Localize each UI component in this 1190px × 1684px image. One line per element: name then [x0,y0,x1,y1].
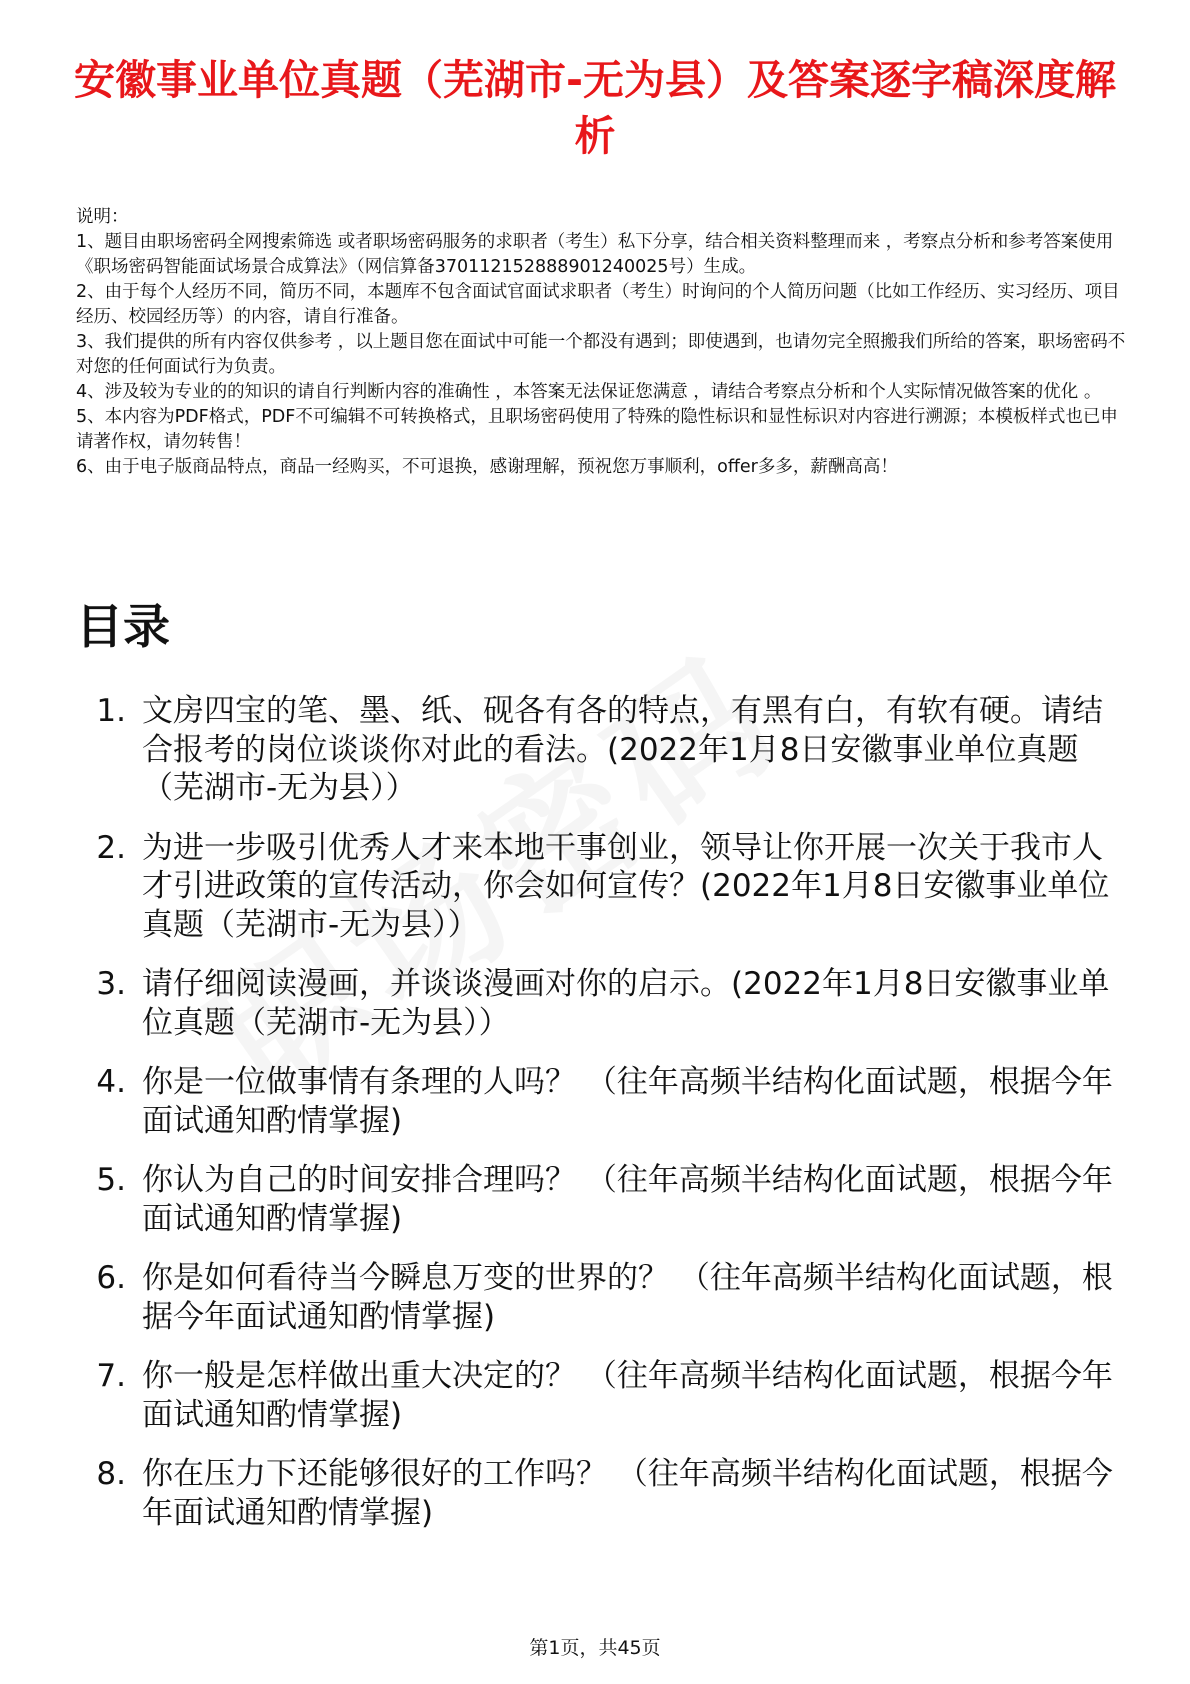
toc-list [76,692,1116,1553]
document-title: 安徽事业单位真题（芜湖市-无为县）及答案逐字稿深度解析 [73,56,1116,160]
toc-item-text: 请仔细阅读漫画，并谈谈漫画对你的启示。(2022年1月8日安徽事业单位真题（芜湖市-无为县）） [142,966,1110,1041]
toc-item[interactable] [76,829,1116,945]
note-item: 4、涉及较为专业的的知识的请自行判断内容的准确性 ，本答案无法保证您满意 ，请结合考察点分析和个人实际情况做答案的优化 。 [76,382,1102,402]
page-footer: 第1页，共45页 [529,1637,661,1659]
toc-item-number: 1. [96,693,126,729]
toc-item-number: 4. [96,1064,126,1100]
toc-item[interactable] [76,692,1116,808]
notes-section [76,205,1126,480]
toc-item[interactable] [76,1063,1116,1140]
note-item: 6、由于电子版商品特点，商品一经购买，不可退换，感谢理解，预祝您万事顺利，offer多多，薪酬高高！ [76,457,898,477]
toc-item-text: 你是一位做事情有条理的人吗？ （往年高频半结构化面试题，根据今年面试通知酌情掌握) [142,1064,1113,1139]
toc-item-number: 6. [96,1260,126,1296]
toc-item[interactable] [76,1259,1116,1336]
toc-item-text: 你是如何看待当今瞬息万变的世界的？ （往年高频半结构化面试题，根据今年面试通知酌情掌握) [142,1260,1113,1335]
toc-item-number: 3. [96,966,126,1002]
toc-item[interactable] [76,1357,1116,1434]
toc-item-number: 5. [96,1162,126,1198]
toc-item-text: 文房四宝的笔、墨、纸、砚各有各的特点，有黑有白，有软有硬。请结合报考的岗位谈谈你对此的看法。(2022年1月8日安徽事业单位真题（芜湖市-无为县）） [142,693,1103,806]
toc-item-number: 8. [96,1456,126,1492]
note-item: 1、题目由职场密码全网搜索筛选 或者职场密码服务的求职者（考生）私下分享，结合相关资料整理而来 ，考察点分析和参考答案使用《职场密码智能面试场景合成算法》（网信算备370112152888901240025号）生成。 [76,232,1114,277]
toc-item[interactable] [76,1161,1116,1238]
toc-heading: 目录 [76,600,170,655]
notes-heading: 说明： [76,207,129,227]
toc-item-text: 为进一步吸引优秀人才来本地干事创业，领导让你开展一次关于我市人才引进政策的宣传活动，你会如何宣传？(2022年1月8日安徽事业单位真题（芜湖市-无为县）） [142,829,1110,943]
toc-item-number: 2. [96,829,126,866]
note-item: 5、本内容为PDF格式，PDF不可编辑不可转换格式，且职场密码使用了特殊的隐性标识和显性标识对内容进行溯源；本模板样式也已申请著作权，请勿转售！ [76,407,1118,452]
toc-item[interactable] [76,1455,1116,1532]
note-item: 3、我们提供的所有内容仅供参考 ，以上题目您在面试中可能一个都没有遇到；即使遇到，也请勿完全照搬我们所给的答案，职场密码不对您的任何面试行为负责。 [76,332,1126,377]
note-item: 2、由于每个人经历不同，简历不同，本题库不包含面试官面试求职者（考生）时询问的个人简历问题（比如工作经历、实习经历、项目经历、校园经历等）的内容，请自行准备。 [76,282,1120,327]
toc-item-text: 你在压力下还能够很好的工作吗？ （往年高频半结构化面试题，根据今年面试通知酌情掌握) [142,1456,1113,1531]
toc-item-text: 你一般是怎样做出重大决定的？ （往年高频半结构化面试题，根据今年面试通知酌情掌握) [142,1358,1113,1433]
toc-item-text: 你认为自己的时间安排合理吗？ （往年高频半结构化面试题，根据今年面试通知酌情掌握) [142,1162,1113,1237]
toc-item[interactable] [76,965,1116,1042]
toc-item-number: 7. [96,1358,126,1394]
